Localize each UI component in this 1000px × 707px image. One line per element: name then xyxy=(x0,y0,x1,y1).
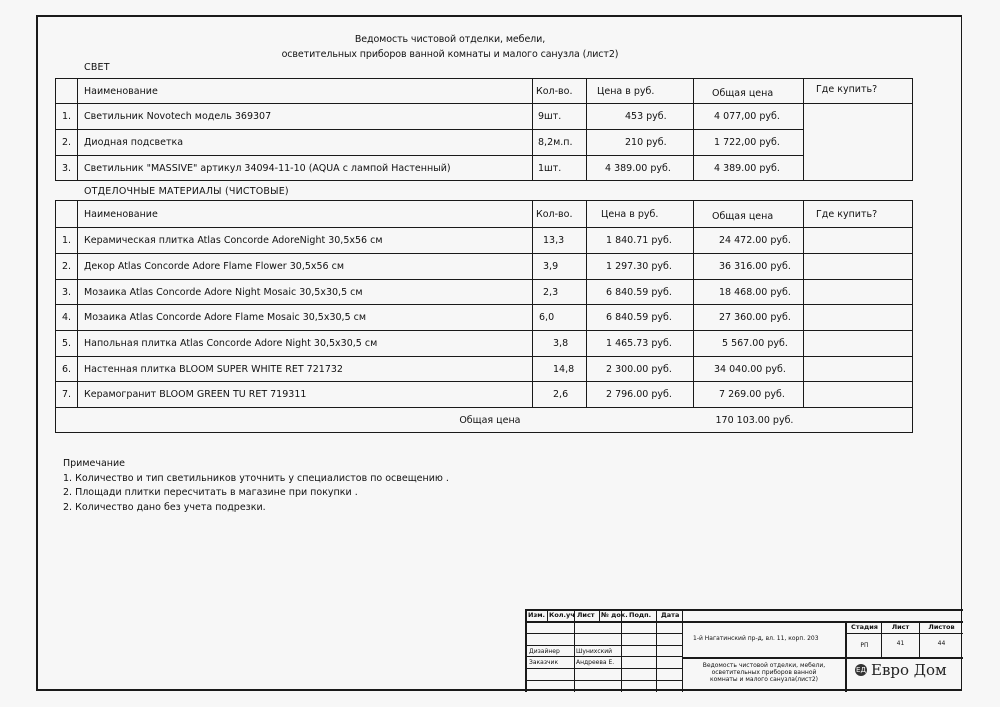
row-qty: 14,8 xyxy=(533,357,587,382)
row-num: 7. xyxy=(56,382,78,408)
row-total: 5 567.00 руб. xyxy=(694,331,804,357)
row-num: 5. xyxy=(56,331,78,357)
table-row xyxy=(56,382,913,408)
row-price: 1 840.71 руб. xyxy=(587,228,694,254)
stamp-header-date: Дата xyxy=(661,611,680,619)
row-price: 210 руб. xyxy=(587,130,694,156)
row-price: 2 300.00 руб. xyxy=(587,357,694,382)
stamp-stage-value: РП xyxy=(860,642,869,649)
total-label: Общая цена xyxy=(56,408,533,433)
row-name: Светильник Novotech модель 369307 xyxy=(78,104,533,130)
row-price: 6 840.59 руб. xyxy=(587,305,694,331)
row-total: 4 077,00 руб. xyxy=(694,104,804,130)
row-name: Светильник "MASSIVE" артикул 34094-11-10 (AQUA с лампой Настенный) xyxy=(78,156,533,181)
table-row xyxy=(56,104,913,130)
row-qty: 6,0 xyxy=(533,305,587,331)
row-qty: 2,3 xyxy=(533,280,587,305)
row-num: 3. xyxy=(56,156,78,181)
table-row xyxy=(56,357,913,382)
row-num: 2. xyxy=(56,130,78,156)
row-price: 2 796.00 руб. xyxy=(587,382,694,408)
notes-heading: Примечание xyxy=(63,458,126,469)
header-name: Наименование xyxy=(78,201,533,228)
notes xyxy=(63,457,449,515)
section-label-finishing: ОТДЕЛОЧНЫЕ МАТЕРИАЛЫ (ЧИСТОВЫЕ) xyxy=(84,186,289,197)
total-value: 170 103.00 руб. xyxy=(533,408,913,433)
row-qty: 3,8 xyxy=(533,331,587,357)
table-header-row xyxy=(56,79,913,104)
table-row xyxy=(56,280,913,305)
row-where xyxy=(804,331,913,357)
stamp-sheet-title xyxy=(685,662,843,683)
header-where: Где купить? xyxy=(804,79,913,104)
document-title xyxy=(250,32,650,62)
table-row xyxy=(56,228,913,254)
row-name: Мозаика Atlas Concorde Adore Flame Mosaic 30,5x30,5 см xyxy=(78,305,533,331)
row-qty: 9шт. xyxy=(533,104,587,130)
row-where xyxy=(804,305,913,331)
table-row xyxy=(56,130,913,156)
row-name: Напольная плитка Atlas Concorde Adore Night 30,5x30,5 см xyxy=(78,331,533,357)
row-num: 3. xyxy=(56,280,78,305)
row-num: 2. xyxy=(56,254,78,280)
stamp-role-client: Заказчик xyxy=(529,659,559,666)
title-block xyxy=(525,609,963,692)
finishing-table xyxy=(55,200,913,433)
row-price: 1 297.30 руб. xyxy=(587,254,694,280)
row-where xyxy=(804,254,913,280)
row-name: Керамическая плитка Atlas Concorde AdoreNight 30,5x56 см xyxy=(78,228,533,254)
header-num xyxy=(56,79,78,104)
row-total: 24 472.00 руб. xyxy=(694,228,804,254)
table-header-row xyxy=(56,201,913,228)
stamp-header-sign: Подп. xyxy=(629,611,652,619)
title-line-2: осветительных приборов ванной комнаты и малого санузла (лист2) xyxy=(281,49,619,60)
stamp-address: 1-й Нагатинский пр-д, вл. 11, корп. 203 xyxy=(693,635,819,642)
table-row xyxy=(56,156,913,181)
row-total: 36 316.00 руб. xyxy=(694,254,804,280)
stamp-sheets-label: Листов xyxy=(928,623,955,631)
row-total: 34 040.00 руб. xyxy=(694,357,804,382)
logo-text: Евро Дом xyxy=(871,661,947,679)
note-item: 2. Площади плитки пересчитать в магазине при покупки . xyxy=(63,487,358,498)
stamp-header-kolvo: Кол.уч xyxy=(549,611,575,619)
row-name: Мозаика Atlas Concorde Adore Night Mosaic 30,5x30,5 см xyxy=(78,280,533,305)
row-qty: 2,6 xyxy=(533,382,587,408)
row-price: 6 840.59 руб. xyxy=(587,280,694,305)
stamp-role-designer: Дизайнер xyxy=(529,648,560,655)
stamp-sheet-value: 41 xyxy=(896,640,905,647)
table-row xyxy=(56,254,913,280)
header-total: Общая цена xyxy=(694,201,804,228)
row-qty: 8,2м.п. xyxy=(533,130,587,156)
table-row xyxy=(56,305,913,331)
row-num: 4. xyxy=(56,305,78,331)
table-row xyxy=(56,331,913,357)
table-total-row xyxy=(56,408,913,433)
header-qty: Кол-во. xyxy=(533,201,587,228)
row-where xyxy=(804,382,913,408)
row-qty: 3,9 xyxy=(533,254,587,280)
row-total: 1 722,00 руб. xyxy=(694,130,804,156)
stamp-name-designer: Шунихский xyxy=(576,648,613,655)
lighting-table xyxy=(55,78,913,181)
row-name: Декор Atlas Concorde Adore Flame Flower 30,5x56 см xyxy=(78,254,533,280)
header-price: Цена в руб. xyxy=(587,201,694,228)
row-total: 27 360.00 руб. xyxy=(694,305,804,331)
header-where: Где купить? xyxy=(804,201,913,228)
stamp-header-izm: Изм. xyxy=(528,611,545,619)
row-where xyxy=(804,357,913,382)
title-line-1: Ведомость чистовой отделки, мебели, xyxy=(354,34,546,45)
sheet-title-line: комнаты и малого санузла(лист2) xyxy=(710,676,818,683)
row-where xyxy=(804,104,913,181)
row-total: 7 269.00 руб. xyxy=(694,382,804,408)
header-qty: Кол-во. xyxy=(533,79,587,104)
row-name: Настенная плитка BLOOM SUPER WHITE RET 721732 xyxy=(78,357,533,382)
note-item: 1. Количество и тип светильников уточнить у специалистов по освещению . xyxy=(63,472,449,484)
row-where xyxy=(804,228,913,254)
header-name: Наименование xyxy=(78,79,533,104)
row-where xyxy=(804,280,913,305)
stamp-sheet-label: Лист xyxy=(891,623,910,631)
row-total: 4 389.00 руб. xyxy=(694,156,804,181)
row-qty: 13,3 xyxy=(533,228,587,254)
sheet-title-line: Ведомость чистовой отделки, мебели, xyxy=(702,662,826,669)
sheet-title-line: осветительных приборов ванной xyxy=(711,669,817,676)
note-item: 2. Количество дано без учета подрезки. xyxy=(63,501,266,513)
header-num xyxy=(56,201,78,228)
stamp-sheets-value: 44 xyxy=(937,640,946,647)
row-name: Керамогранит BLOOM GREEN TU RET 719311 xyxy=(78,382,533,408)
company-logo xyxy=(855,661,947,679)
row-num: 6. xyxy=(56,357,78,382)
header-total: Общая цена xyxy=(694,79,804,104)
stamp-name-client: Андреева Е. xyxy=(576,659,615,666)
row-price: 453 руб. xyxy=(587,104,694,130)
row-num: 1. xyxy=(56,228,78,254)
stamp-header-doc: № док. xyxy=(601,611,628,619)
row-qty: 1шт. xyxy=(533,156,587,181)
row-num: 1. xyxy=(56,104,78,130)
section-label-lighting: СВЕТ xyxy=(84,62,110,73)
row-name: Диодная подсветка xyxy=(78,130,533,156)
row-total: 18 468.00 руб. xyxy=(694,280,804,305)
stamp-header-list: Лист xyxy=(577,611,595,619)
logo-icon: ЕД xyxy=(856,666,866,674)
row-price: 1 465.73 руб. xyxy=(587,331,694,357)
header-price: Цена в руб. xyxy=(587,79,694,104)
row-price: 4 389.00 руб. xyxy=(587,156,694,181)
stamp-stage-label: Стадия xyxy=(851,623,878,631)
